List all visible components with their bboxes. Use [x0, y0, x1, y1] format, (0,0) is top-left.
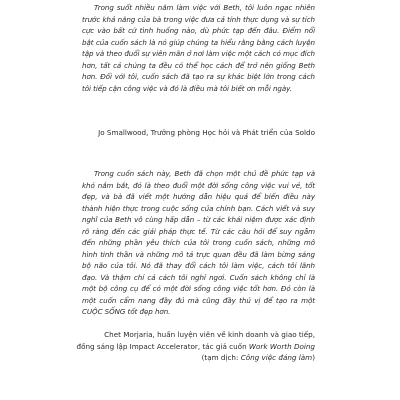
attribution-line-3 [75, 352, 315, 364]
testimonial-attribution-2 [75, 329, 315, 364]
translation-prefix: (tạm dịch: [201, 353, 241, 362]
translated-title: Công việc đáng làm [240, 353, 313, 362]
testimonial-quote-2: Trong cuốn sách này, Beth đã chọn một chủ đề phức tạp và khó nắm bắt, đó là theo đuổi một đời sống công việc vui vẻ, tốt đẹp, và bà đã viết một hướng dẫn hiệu quả để biến điều này thành hiện thực trong cuộc sống của chính bạn. Cách viết và suy nghĩ của Beth vô cùng hấp dẫn – từ các khái niệm được xác định rõ ràng đến các giải pháp thực tế. Từ các câu hỏi để suy ngẫm đến những phần yêu thích của tôi trong cuốn sách, những mô hình tinh thần và những mô tả trực quan đều đã làm bừng sáng bộ não của tôi. Nó đã thay đổi cách tôi làm việc, cách tôi lãnh đạo. Và thậm chí cả cách tôi nghỉ ngơi. Cuốn sách không chỉ là một bộ công cụ để có một đời sống công việc tốt hơn. Đó còn là một cuốn cẩm nang đầy đủ mà cũng đầy thú vị để tạo ra một CUỘC SỐNG tốt đẹp hơn. [82, 169, 315, 316]
translation-suffix: ) [312, 353, 315, 362]
attribution-line-2-text: đồng sáng lập Impact Accelerator, tác giả cuốn [76, 341, 249, 351]
testimonial-quote-1: Trong suốt nhiều năm làm việc với Beth, tôi luôn ngạc nhiên trước khả năng của bà trong việc đưa cả tính thực dụng và sự tích cực vào bất cứ tình huống nào, dù phức tạp đến đâu. Điểm nổi bật của cuốn sách là nó giúp chúng ta hiểu rằng bằng cách luyện tập và theo đuổi sự viên mãn ở nơi làm việc một cách có mục đích hơn, tất cả chúng ta đều có thể học cách để trở nên giống Beth hơn. Đối với tôi, cuốn sách đã tạo ra sự khác biệt lớn trong cách tôi tiếp cận công việc và đó là điều mà tôi biết ơn mỗi ngày. [82, 3, 315, 93]
attribution-line-2 [75, 341, 315, 353]
attribution-line-1: Chet Morjaria, huấn luyện viên về kinh doanh và giao tiếp, [104, 330, 315, 339]
book-title: Work Worth Doing [248, 341, 315, 351]
testimonial-attribution-1: Jo Smallwood, Trưởng phòng Học hỏi và Phát triển của Soldo [98, 128, 315, 137]
